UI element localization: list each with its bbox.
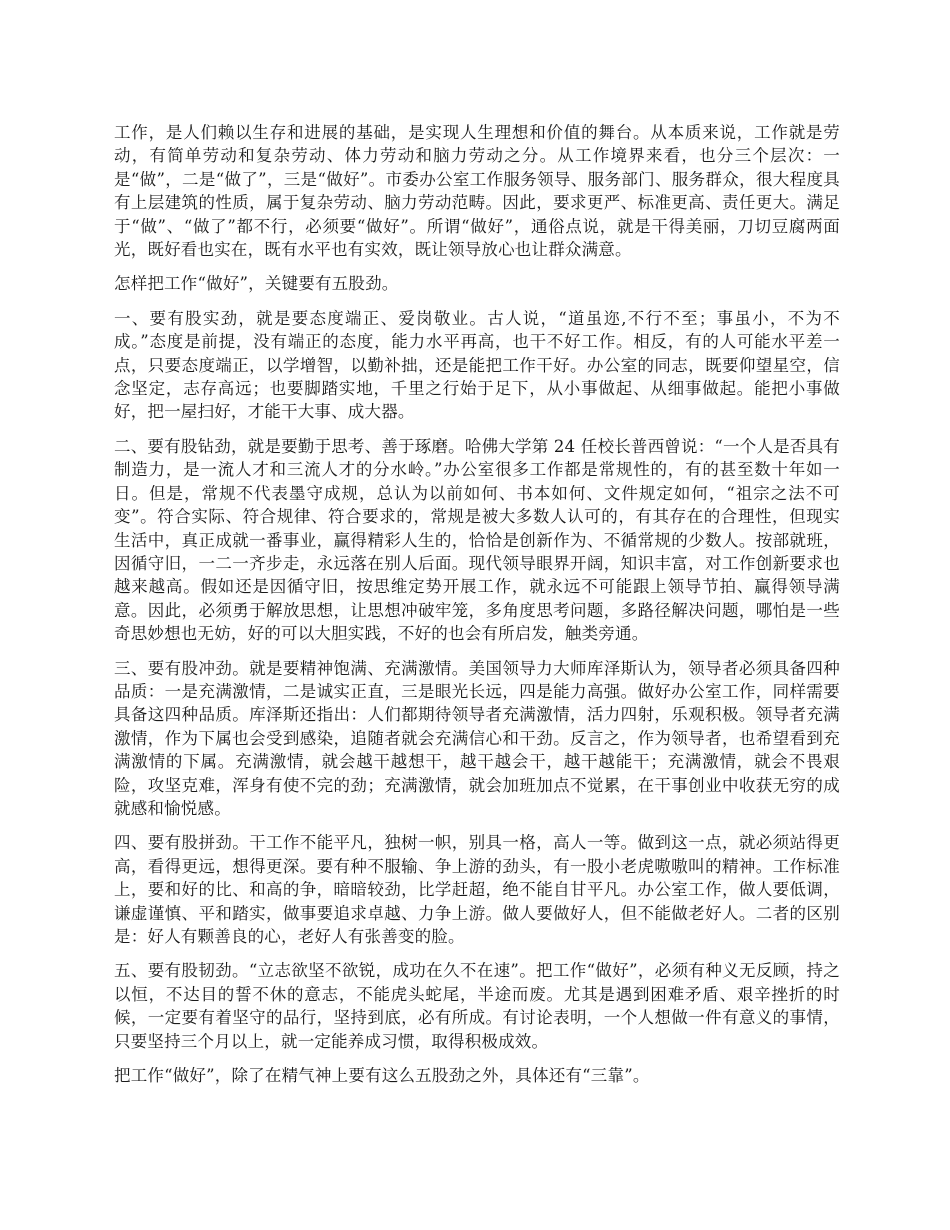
- paragraph-intro: 工作，是人们赖以生存和进展的基础，是实现人生理想和价值的舞台。从本质来说，工作就是劳动，有简单劳动和复杂劳动、体力劳动和脑力劳动之分。从工作境界来看，也分三个层次：一是“做”，二是“做了”，三是“做好”。市委办公室工作服务领导、服务部门、服务群众，很大程度具有上层建筑的性质，属于复杂劳动、脑力劳动范畴。因此，要求更严、标准更高、责任更大。满足于“做”、“做了”都不行，必须要“做好”。所谓“做好”，通俗点说，就是干得美丽，刀切豆腐两面光，既好看也实在，既有水平也有实效，既让领导放心也让群众满意。: [114, 123, 840, 260]
- paragraph-point-five: 五、要有股韧劲。“立志欲坚不欲锐，成功在久不在速”。把工作“做好”，必须有种义无反顾，持之以恒，不达目的誓不休的意志，不能虎头蛇尾，半途而废。尤其是遇到困难矛盾、艰辛挫折的时候，一定要有着坚守的品行，坚持到底，必有所成。有讨论表明，一个人想做一件有意义的事情，只要坚持三个月以上，就一定能养成习惯，取得积极成效。: [114, 961, 840, 1051]
- paragraph-point-two: 二、要有股钻劲，就是要勤于思考、善于琢磨。哈佛大学第 24 任校长普西曾说：“一个人是否具有制造力，是一流人才和三流人才的分水岭。”办公室很多工作都是常规性的，有的甚至数十年如一日。但是，常规不代表墨守成规，总认为以前如何、书本如何、文件规定如何，“祖宗之法不可变”。符合实际、符合规律、符合要求的，常规是被大多数人认可的，有其存在的合理性，但现实生活中，真正成就一番事业，赢得精彩人生的，恰恰是创新作为、不循常规的少数人。按部就班，因循守旧，一二一齐步走，永远落在别人后面。现代领导眼界开阔，知识丰富，对工作创新要求也越来越高。假如还是因循守旧，按思维定势开展工作，就永远不可能跟上领导节拍、赢得领导满意。因此，必须勇于解放思想，让思想冲破牢笼，多角度思考问题，多路径解决问题，哪怕是一些奇思妙想也无妨，好的可以大胆实践，不好的也会有所启发，触类旁通。: [114, 436, 840, 644]
- paragraph-key-question: 怎样把工作“做好”，关键要有五股劲。: [114, 274, 399, 294]
- paragraph-conclusion: 把工作“做好”，除了在精气神上要有这么五股劲之外，具体还有“三靠”。: [114, 1066, 650, 1086]
- document-body: [114, 121, 840, 1098]
- paragraph-point-three: 三、要有股冲劲。就是要精神饱满、充满激情。美国领导力大师库泽斯认为，领导者必须具备四种品质：一是充满激情，二是诚实正直，三是眼光长远，四是能力高强。做好办公室工作，同样需要具备这四种品质。库泽斯还指出：人们都期待领导者充满激情，活力四射，乐观积极。领导者充满激情，作为下属也会受到感染，追随者就会充满信心和干劲。反言之，作为领导者，也希望看到充满激情的下属。充满激情，就会越干越想干，越干越会干，越干越能干；充满激情，就会不畏艰险，攻坚克难，浑身有使不完的劲；充满激情，就会加班加点不觉累，在干事创业中收获无穷的成就感和愉悦感。: [114, 658, 840, 818]
- paragraph-point-one: 一、要有股实劲，就是要态度端正、爱岗敬业。古人说，“道虽迩,不行不至；事虽小，不为不成。”态度是前提，没有端正的态度，能力水平再高，也干不好工作。相反，有的人可能水平差一点，只要态度端正，以学增智，以勤补拙，还是能把工作干好。办公室的同志，既要仰望星空，信念坚定，志存高远；也要脚踏实地，千里之行始于足下，从小事做起、从细事做起。能把小事做好，把一屋扫好，才能干大事、成大器。: [114, 308, 840, 422]
- paragraph-point-four: 四、要有股拼劲。干工作不能平凡，独树一帜，别具一格，高人一等。做到这一点，就必须站得更高，看得更远，想得更深。要有种不服输、争上游的劲头，有一股小老虎嗷嗷叫的精神。工作标准上，要和好的比、和高的争，暗暗较劲，比学赶超，绝不能自甘平凡。办公室工作，做人要低调，谦虚谨慎、平和踏实，做事要追求卓越、力争上游。做人要做好人，但不能做老好人。二者的区别是：好人有颗善良的心，老好人有张善变的脸。: [114, 833, 840, 946]
